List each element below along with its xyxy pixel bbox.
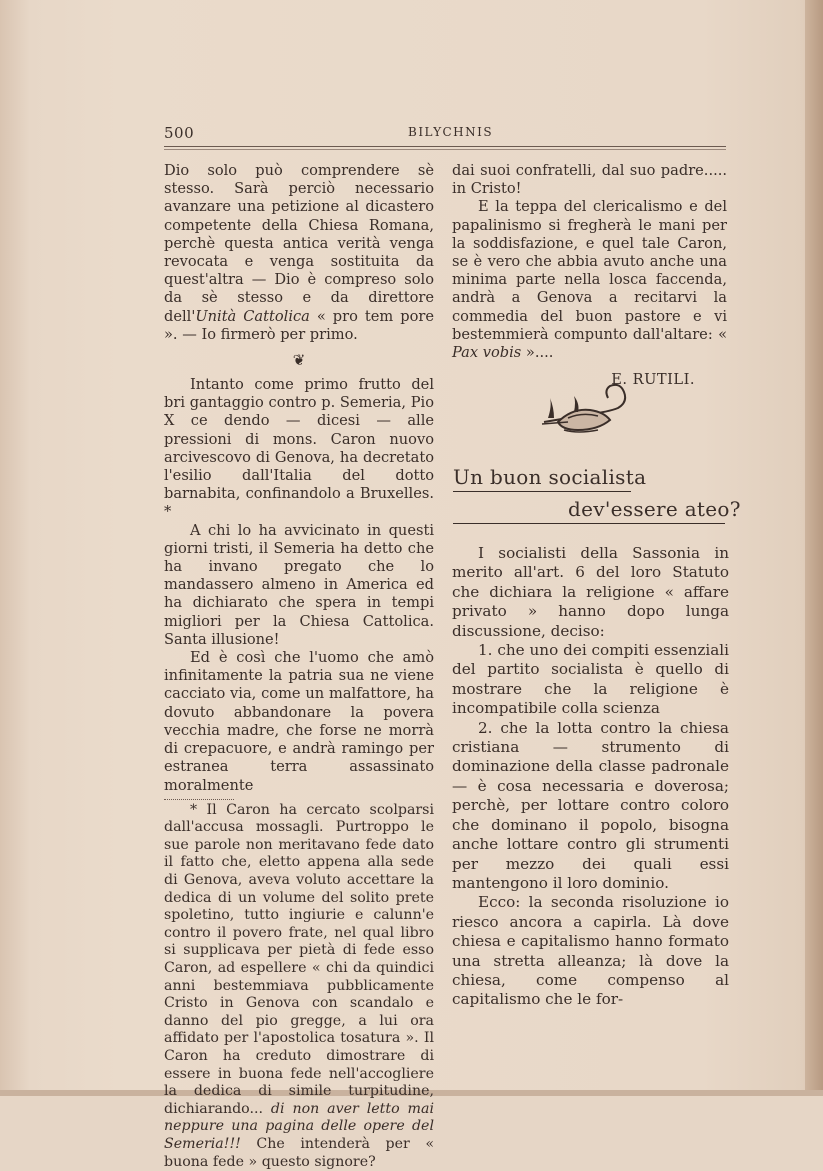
right-paragraph-2: E la teppa del clericalismo e del papalinismo si fregherà le mani per la soddisfazione, e quel tale Caron, se è vero che abbia avuto anche una minima parte nella losca faccenda, andrà a Genova a recitarvi la commedia del buon pastore e vi bestemmierà compunto dall'altare: « Pax vobis »....	[452, 198, 727, 362]
article-paragraph-3: 2. che la lotta contro la chiesa cristiana — strumento di dominazione della classe padronale — è cosa necessaria e doverosa; perchè, per lottare contro coloro che dominano il popolo, bisogna anche lottare contro gli strumenti per mezzo dei quali essi mantengono il loro dominio.	[452, 718, 729, 892]
oil-lamp-icon	[538, 378, 632, 436]
footnote: * Il Caron ha cercato scolparsi dall'accusa mossagli. Purtroppo le sue parole non meritavano fede dato il fatto che, eletto appena alla sede di Genova, aveva voluto accettare la dedica di un volume del solito prete spoletino, tutto ingiurie e calunn'e contro il povero frate, nel qual libro si supplicava per pietà di fede esso Caron, ad espellere « chi da quindici anni bestemmiava pubblicamente Cristo in Genova con scandalo e danno del pio gregge, a lui ora affidato per l'apostolica tosatura ». Il Caron ha creduto dimostrare di essere in buona fede nell'accogliere la dedica di simile turpitudine, dichiarando... di non aver letto mai neppure una pagina delle opere del Semeria!!! Che intenderà per « buona fede » questo signore?	[164, 801, 434, 1170]
header-rule-secondary	[164, 149, 726, 150]
left-paragraph-1: Dio solo può comprendere sè stesso. Sarà perciò necessario avanzare una petizione al dicastero competente della Chiesa Romana, perchè questa antica verità venga revocata e venga sostituita da quest'altra — Dio è compreso solo da sè stesso e da direttore dell'Unità Cattolica « pro tem pore ». — Io firmerò per primo.	[164, 162, 434, 343]
right-paragraph-1: dai suoi confratelli, dal suo padre..... in Cristo!	[452, 162, 727, 198]
header-rule	[164, 146, 726, 147]
footnote-rule	[164, 799, 234, 800]
right-column-top	[452, 162, 727, 389]
left-paragraph-4: Ed è così che l'uomo che amò infinitamente la patria sua ne viene cacciato via, come un malfattore, ha dovuto abbandonare la povera vecchia madre, che forse ne morrà di crepacuore, e andrà ramingo per estranea terra assassinato moralmente	[164, 649, 434, 794]
author-signature: E. RUTILI.	[611, 371, 695, 389]
article-title-line-1: Un buon socialista	[453, 465, 647, 489]
article-body	[452, 544, 729, 1010]
article-title-line-2: dev'essere ateo?	[568, 497, 741, 521]
article-paragraph-1: I socialisti della Sassonia in merito all'art. 6 del loro Statuto che dichiara la religione « affare privato » hanno dopo lunga discussione, deciso:	[452, 544, 729, 640]
left-paragraph-3: A chi lo ha avvicinato in questi giorni tristi, il Semeria ha detto che ha invano pregato che lo mandassero almeno in America ed ha dichiarato che spera in tempi migliori per la Chiesa Cattolica. Santa illusione!	[164, 521, 434, 648]
article-paragraph-2: 1. che uno dei compiti essenziali del partito socialista è quello di mostrare che la religione è incompatibile colla scienza	[452, 641, 729, 718]
article-paragraph-4: Ecco: la seconda risoluzione io riesco ancora a capirla. Là dove chiesa e capitalismo hanno formato una stretta alleanza; là dove la chiesa, come compenso al capitalismo che le for-	[452, 893, 729, 1009]
fleuron-ornament-icon: ❦	[292, 351, 306, 370]
page-header	[164, 124, 726, 146]
page-edge	[805, 0, 823, 1096]
page-number: 500	[164, 124, 195, 142]
title-rule-1	[453, 491, 631, 492]
left-column	[164, 162, 434, 1171]
left-paragraph-2: Intanto come primo frutto del bri gantaggio contro p. Semeria, Pio X ce dendo — dicesi — alle pressioni di mons. Caron nuovo arcivescovo di Genova, ha decretato l'esilio dall'Italia del dotto barnabita, confinandolo a Bruxelles. *	[164, 376, 434, 521]
running-title: BILYCHNIS	[408, 125, 494, 139]
title-rule-2	[453, 523, 725, 524]
